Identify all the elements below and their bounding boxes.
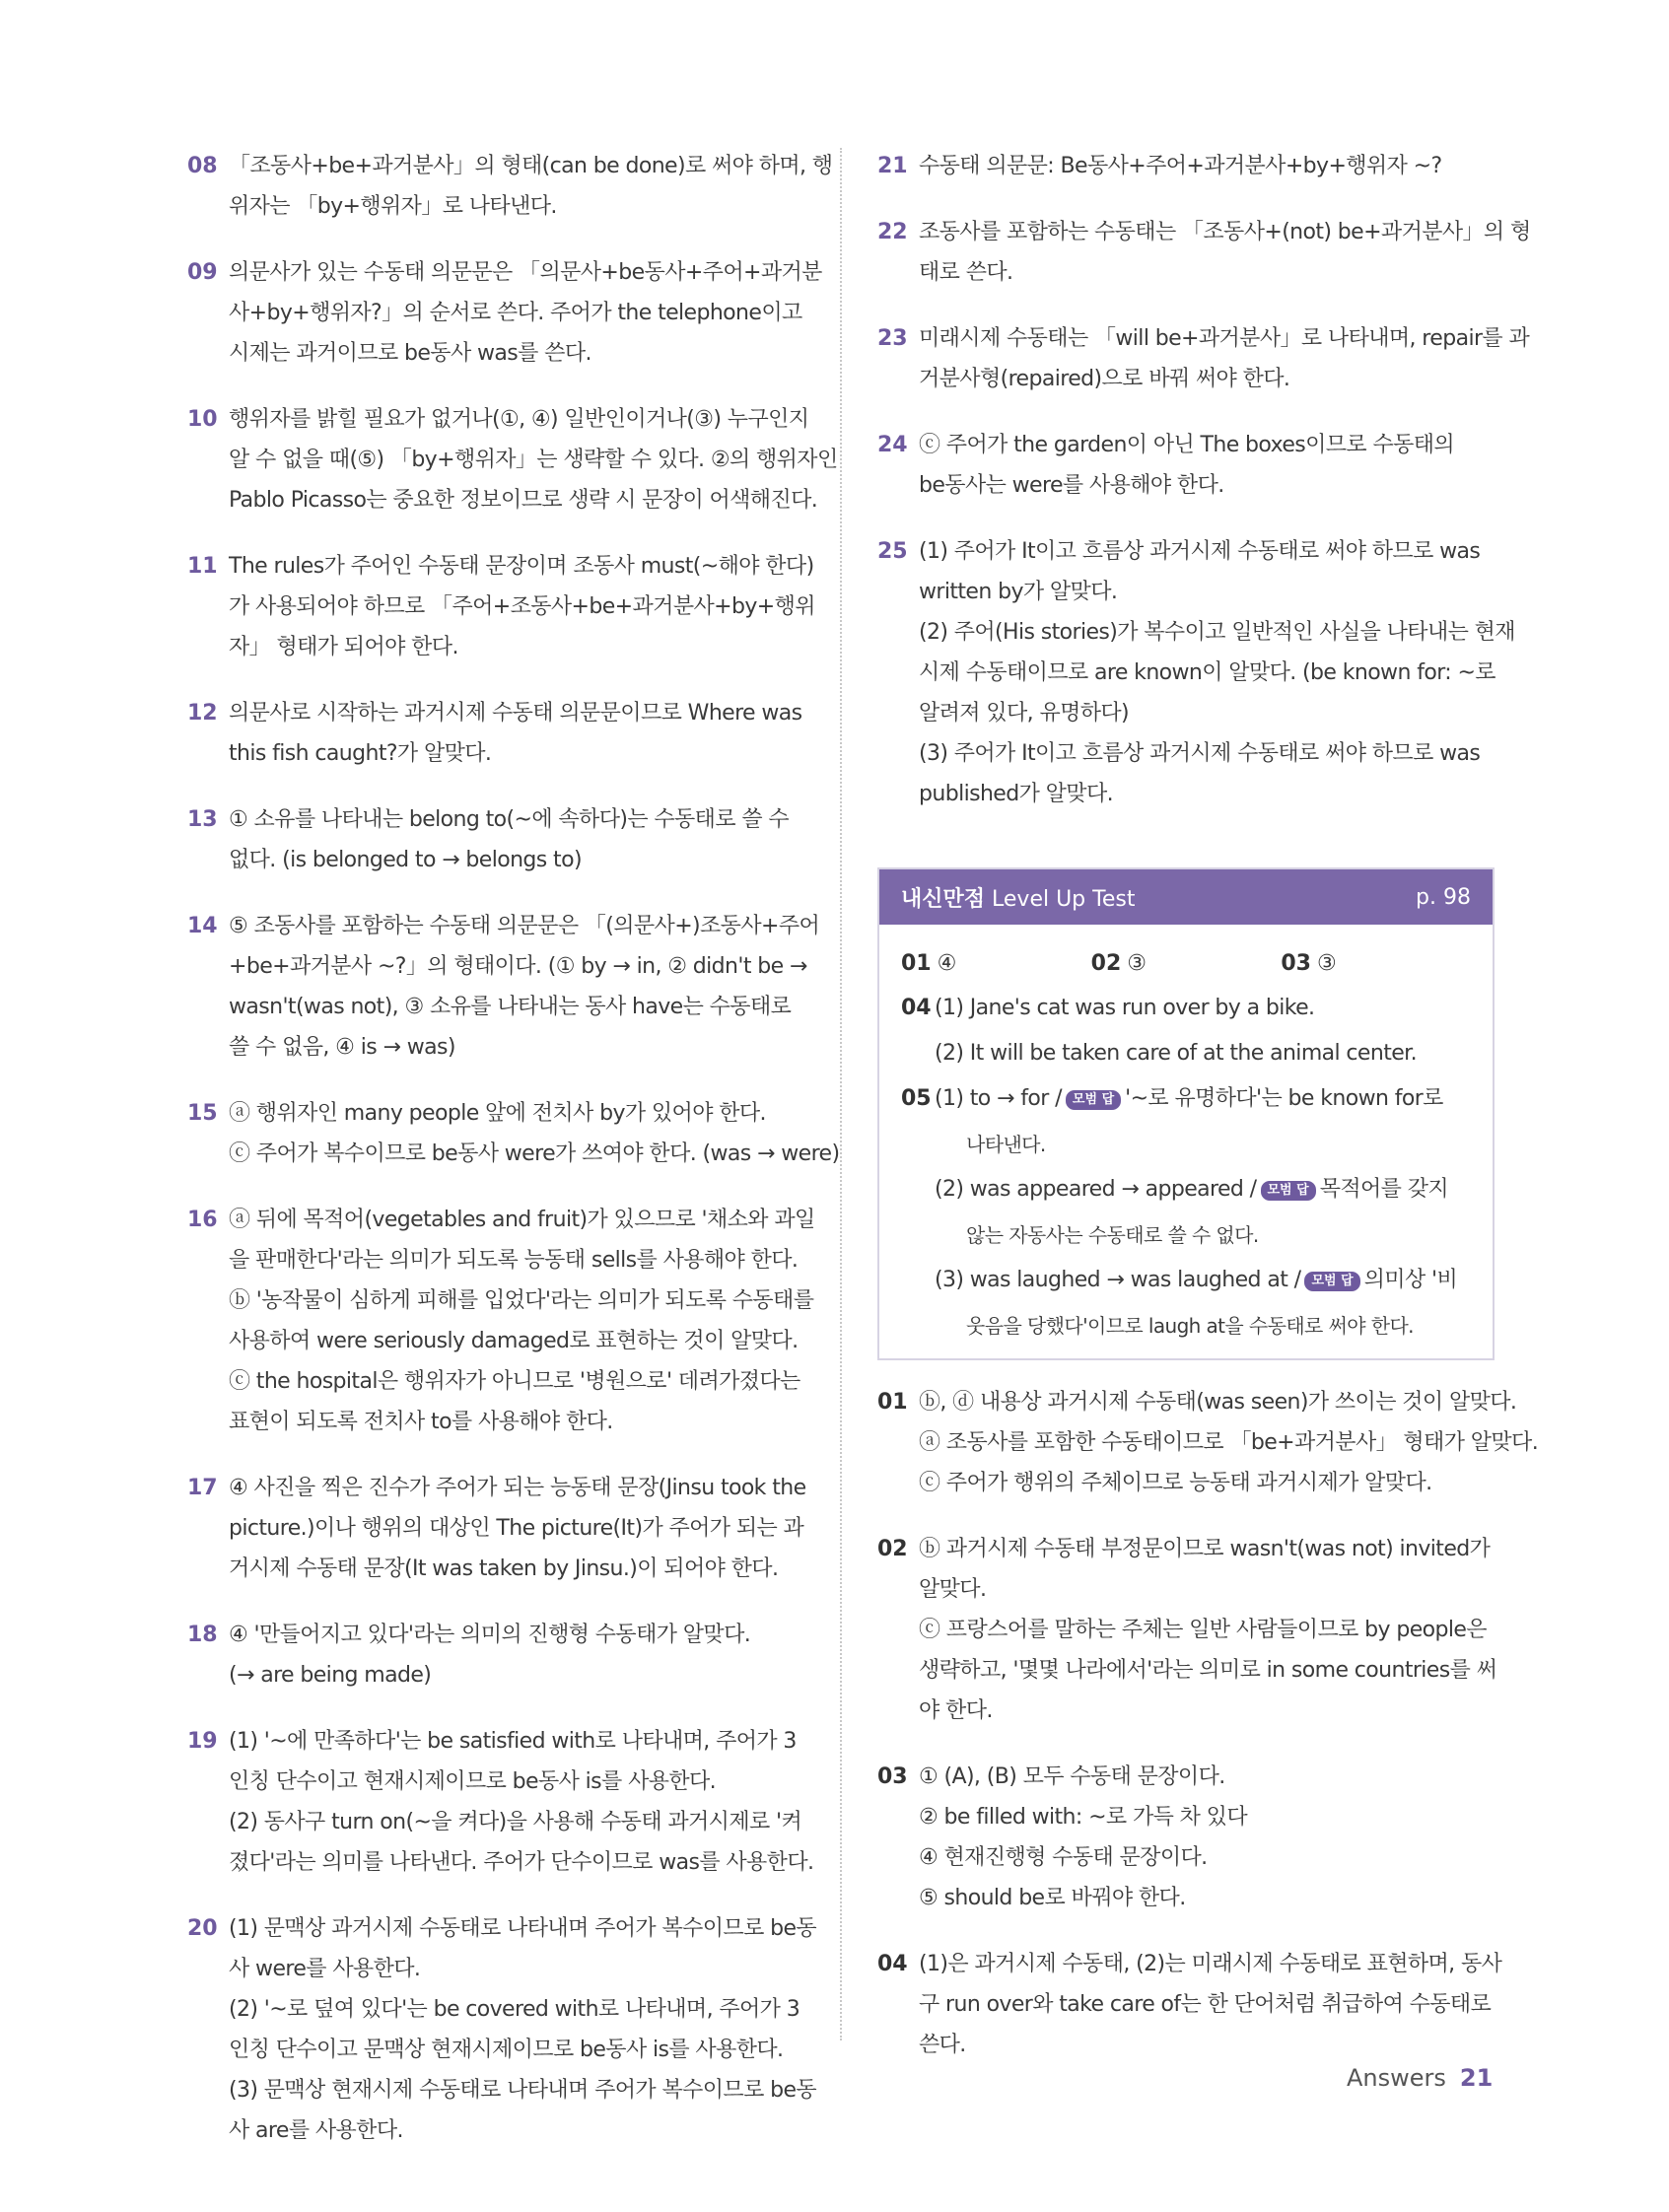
explanation-line: 시제는 과거이므로 be동사 was를 쓴다. [229, 341, 591, 366]
explanation-line: ⓐ 행위자인 many people 앞에 전치사 by가 있어야 한다. [229, 1101, 766, 1126]
explanation-line: 행위자를 밝힐 필요가 없거나(①, ④) 일반인이거나(③) 누구인지 [229, 407, 809, 432]
answer-line [935, 1167, 1457, 1212]
answer-line [935, 1258, 1457, 1303]
answer-value: ③ [1127, 951, 1147, 976]
explanation-line: 사용하여 were seriously damaged로 표현하는 것이 알맞다. [229, 1329, 799, 1353]
page-footer [1347, 2064, 1493, 2092]
explanation-line: ④ 현재진행형 수동태 문장이다. [919, 1845, 1208, 1870]
answer-item [877, 146, 1498, 186]
answer-value: ④ [937, 951, 957, 976]
level-up-test-box [877, 867, 1495, 1360]
explanation-line: 표현이 되도록 전치사 to를 사용해야 한다. [229, 1410, 613, 1434]
answer-num: 13 [187, 807, 218, 832]
short-answers-row [901, 942, 1471, 986]
explanation-line: (3) 문맥상 현재시제 수동태로 나타내며 주어가 복수이므로 be동 [229, 2078, 817, 2103]
explanation-line: 인칭 단수이고 현재시제이므로 be동사 is를 사용한다. [229, 1769, 717, 1794]
answer-num: 03 [877, 1764, 908, 1789]
explanation-line: ⓒ 주어가 복수이므로 be동사 were가 쓰여야 한다. (was → were) [229, 1141, 840, 1166]
answer-num: 01 [901, 951, 932, 976]
explanation-line: 없다. (is belonged to → belongs to) [229, 848, 582, 872]
answer-num: 18 [187, 1623, 218, 1647]
answer-text: 목적어를 갖지 [1319, 1177, 1449, 1202]
short-answer [1281, 942, 1471, 986]
answer-num: 03 [1281, 951, 1311, 976]
explanation-line: 인칭 단수이고 문맥상 현재시제이므로 be동사 is를 사용한다. [229, 2038, 784, 2062]
explanation-line: ⓒ the hospital은 행위자가 아니므로 '병원으로' 데려가졌다는 [229, 1369, 800, 1394]
answer-item [187, 1908, 817, 2151]
right-column-top [877, 146, 1531, 840]
answer-text: (3) was laughed → was laughed at / [935, 1268, 1301, 1292]
explanation-line: ⓑ '농작물이 심하게 피해를 입었다'라는 의미가 되도록 수동태를 [229, 1288, 814, 1313]
answer-num: 21 [877, 154, 908, 178]
answer-item [877, 1529, 1498, 1731]
level-up-title-strong: 내신만점 [901, 886, 986, 912]
model-answer-badge: 모범 답 [1066, 1090, 1121, 1110]
answer-num: 05 [901, 1086, 932, 1111]
answer-num: 20 [187, 1916, 218, 1941]
answer-item [187, 146, 833, 227]
answer-num: 15 [187, 1101, 218, 1126]
level-up-q04 [901, 986, 1471, 1076]
explanation-line: ⑤ 조동사를 포함하는 수동태 의문문은 「(의문사+)조동사+주어 [229, 914, 820, 938]
explanation-line: wasn't(was not), ③ 소유를 나타내는 동사 have는 수동태로 [229, 995, 792, 1019]
answer-num: 10 [187, 407, 218, 432]
explanation-line: published가 알맞다. [919, 782, 1113, 806]
answer-item [877, 1757, 1498, 1918]
model-answer-badge: 모범 답 [1261, 1181, 1316, 1201]
explanation-line: ⓐ 조동사를 포함한 수동태이므로 「be+과거분사」 형태가 알맞다. [919, 1430, 1539, 1455]
column-divider [840, 148, 842, 2040]
explanation-line: written by가 알맞다. [919, 580, 1118, 604]
answer-num: 25 [877, 539, 908, 564]
model-answer-badge: 모범 답 [1304, 1272, 1359, 1291]
level-up-test-header [879, 869, 1493, 925]
explanation-line: (3) 주어가 It이고 흐름상 과거시제 수동태로 써야 하므로 was [919, 741, 1481, 766]
answer-line: (1) Jane's cat was run over by a bike. [935, 996, 1315, 1020]
level-up-q05 [901, 1076, 1471, 1348]
explanation-line: ⓑ 과거시제 수동태 부정문이므로 wasn't(was not) invited가 [919, 1537, 1491, 1561]
answer-line: 않는 자동사는 수동태로 쓸 수 없다. [966, 1223, 1259, 1247]
explanation-line: ④ '만들어지고 있다'라는 의미의 진행형 수동태가 알맞다. [229, 1623, 751, 1647]
explanation-line: 사 were를 사용한다. [229, 1957, 421, 1981]
explanation-line: 수동태 의문문: Be동사+주어+과거분사+by+행위자 ~? [919, 154, 1442, 178]
explanation-line: 야 한다. [919, 1698, 993, 1723]
answer-item [187, 399, 838, 520]
answer-item [877, 318, 1530, 399]
explanation-line: 자」 형태가 되어야 한다. [229, 635, 458, 659]
explanation-line: ⓑ, ⓓ 내용상 과거시제 수동태(was seen)가 쓰이는 것이 알맞다. [919, 1390, 1517, 1415]
explanation-line: 의문사로 시작하는 과거시제 수동태 의문문이므로 Where was [229, 701, 802, 726]
answer-value: ③ [1316, 951, 1337, 976]
level-up-test-body [879, 925, 1493, 1358]
explanation-line: (2) 동사구 turn on(~을 켜다)을 사용해 수동태 과거시제로 '켜 [229, 1810, 802, 1834]
explanation-line: 쓴다. [919, 2033, 966, 2057]
explanation-line: (2) '~로 덮여 있다'는 be covered with로 나타내며, 주어가 3 [229, 1997, 800, 2022]
answer-text: '~로 유명하다'는 be known for로 [1125, 1086, 1443, 1111]
answer-item [187, 1200, 815, 1442]
explanation-line: ① 소유를 나타내는 belong to(~에 속하다)는 수동태로 쓸 수 [229, 807, 790, 832]
explanation-line: 알 수 없을 때(⑤) 「by+행위자」는 생략할 수 있다. ②의 행위자인 [229, 448, 838, 472]
answer-item [877, 212, 1531, 293]
explanation-line: 의문사가 있는 수동태 의문문은 「의문사+be동사+주어+과거분 [229, 260, 822, 285]
explanation-line: 미래시제 수동태는 「will be+과거분사」로 나타내며, repair를 과 [919, 326, 1530, 351]
answer-num: 24 [877, 433, 908, 457]
answer-item [187, 1615, 808, 1695]
explanation-line: The rules가 주어인 수동태 문장이며 조동사 must(~해야 한다) [229, 554, 814, 579]
answer-item [187, 799, 808, 880]
answer-num: 11 [187, 554, 218, 579]
answer-text: (1) to → for / [935, 1086, 1062, 1111]
explanation-line: be동사는 were를 사용해야 한다. [919, 473, 1224, 498]
answer-num: 04 [901, 996, 932, 1020]
answer-item [187, 252, 822, 374]
answer-item [187, 546, 815, 667]
answer-num: 09 [187, 260, 218, 285]
explanation-line: 위자는 「by+행위자」로 나타낸다. [229, 194, 557, 219]
explanation-line: this fish caught?가 알맞다. [229, 741, 492, 766]
explanation-line: 쓸 수 없음, ④ is → was) [229, 1035, 455, 1060]
level-up-page-ref: p. 98 [1416, 884, 1471, 910]
explanation-line: 시제 수동태이므로 are known이 알맞다. (be known for: ~로 [919, 660, 1495, 685]
answer-line: (2) It will be taken care of at the animal center. [935, 1041, 1417, 1066]
explanation-line: ⓒ 주어가 행위의 주체이므로 능동태 과거시제가 알맞다. [919, 1471, 1432, 1495]
explanation-line: 태로 쓴다. [919, 260, 1013, 285]
answer-num: 23 [877, 326, 908, 351]
answer-item [877, 1944, 1502, 2065]
answer-item [187, 693, 808, 774]
explanation-line: 「조동사+be+과거분사」의 형태(can be done)로 써야 하며, 행 [229, 154, 833, 178]
explanation-line: (1) 문맥상 과거시제 수동태로 나타내며 주어가 복수이므로 be동 [229, 1916, 817, 1941]
explanation-line: 생략하고, '몇몇 나라에서'라는 의미로 in some countries를 써 [919, 1658, 1497, 1683]
explanation-line: picture.)이나 행위의 대상인 The picture(It)가 주어가 되는 과 [229, 1516, 804, 1541]
explanation-line: ⑤ should be로 바꿔야 한다. [919, 1886, 1186, 1910]
short-answer [1091, 942, 1282, 986]
left-column [187, 146, 840, 2177]
answer-num: 17 [187, 1476, 218, 1500]
explanation-line: 사 are를 사용한다. [229, 2118, 403, 2143]
explanation-line: (2) 주어(His stories)가 복수이고 일반적인 사실을 나타내는 현재 [919, 620, 1515, 645]
explanation-line: 구 run over와 take care of는 한 단어처럼 취급하여 수동태로 [919, 1992, 1492, 2017]
answer-item [877, 1382, 1539, 1503]
explanation-line: 사+by+행위자?」의 순서로 쓴다. 주어가 the telephone이고 [229, 301, 802, 325]
explanation-line: ② be filled with: ~로 가득 차 있다 [919, 1805, 1247, 1830]
answer-num: 12 [187, 701, 218, 726]
answer-text: (2) was appeared → appeared / [935, 1177, 1257, 1202]
answer-num: 19 [187, 1729, 218, 1754]
explanation-line: (1) '~에 만족하다'는 be satisfied with로 나타내며, 주어가 3 [229, 1729, 797, 1754]
answer-item [187, 906, 820, 1068]
page-number: 21 [1459, 2064, 1494, 2092]
answer-line [935, 1076, 1457, 1122]
explanation-line: ① (A), (B) 모두 수동태 문장이다. [919, 1764, 1225, 1789]
explanation-line: ⓐ 뒤에 목적어(vegetables and fruit)가 있으므로 '채소와 과일 [229, 1208, 815, 1232]
answer-num: 02 [1090, 951, 1122, 976]
explanation-line: +be+과거분사 ~?」의 형태이다. (① by → in, ② didn't be → [229, 954, 807, 979]
explanation-line: 거분사형(repaired)으로 바꿔 써야 한다. [919, 367, 1290, 391]
short-answer [901, 942, 1091, 986]
explanation-line: 을 판매한다'라는 의미가 되도록 능동태 sells를 사용해야 한다. [229, 1248, 799, 1273]
answer-line: 웃음을 당했다'이므로 laugh at을 수동태로 써야 한다. [966, 1314, 1414, 1338]
explanation-line: (1)은 과거시제 수동태, (2)는 미래시제 수동태로 표현하며, 동사 [919, 1952, 1502, 1976]
answer-item [877, 425, 1498, 506]
answer-line: 나타낸다. [966, 1133, 1046, 1156]
explanation-line: 졌다'라는 의미를 나타낸다. 주어가 단수이므로 was를 사용한다. [229, 1850, 814, 1875]
explanation-line: Pablo Picasso는 중요한 정보이므로 생략 시 문장이 어색해진다. [229, 488, 818, 513]
answer-item [877, 531, 1515, 814]
answer-num: 08 [187, 154, 218, 178]
answer-num: 01 [877, 1390, 908, 1415]
answer-text: 의미상 '비 [1363, 1268, 1458, 1292]
answer-num: 16 [187, 1208, 218, 1232]
explanation-line: 조동사를 포함하는 수동태는 「조동사+(not) be+과거분사」의 형 [919, 220, 1531, 244]
explanation-line: (→ are being made) [229, 1663, 432, 1688]
answer-num: 04 [877, 1952, 908, 1976]
answer-num: 02 [877, 1537, 908, 1561]
answer-num: 14 [187, 914, 218, 938]
level-up-title: Level Up Test [992, 886, 1136, 912]
explanation-line: 거시제 수동태 문장(It was taken by Jinsu.)이 되어야 한다. [229, 1556, 779, 1581]
explanation-line: 알맞다. [919, 1577, 987, 1602]
right-column-bottom [877, 1382, 1539, 2091]
answer-item [187, 1468, 808, 1589]
answer-num: 22 [877, 220, 908, 244]
explanation-line: 가 사용되어야 하므로 「주어+조동사+be+과거분사+by+행위 [229, 594, 815, 619]
explanation-line: ⓒ 주어가 the garden이 아닌 The boxes이므로 수동태의 [919, 433, 1455, 457]
explanation-line: 알려져 있다, 유명하다) [919, 701, 1130, 726]
explanation-line: ⓒ 프랑스어를 말하는 주체는 일반 사람들이므로 by people은 [919, 1618, 1487, 1642]
answer-item [187, 1721, 814, 1883]
footer-label: Answers [1347, 2064, 1446, 2092]
answer-item [187, 1093, 840, 1174]
explanation-line: (1) 주어가 It이고 흐름상 과거시제 수동태로 써야 하므로 was [919, 539, 1481, 564]
explanation-line: ④ 사진을 찍은 진수가 주어가 되는 능동태 문장(Jinsu took the [229, 1476, 806, 1500]
